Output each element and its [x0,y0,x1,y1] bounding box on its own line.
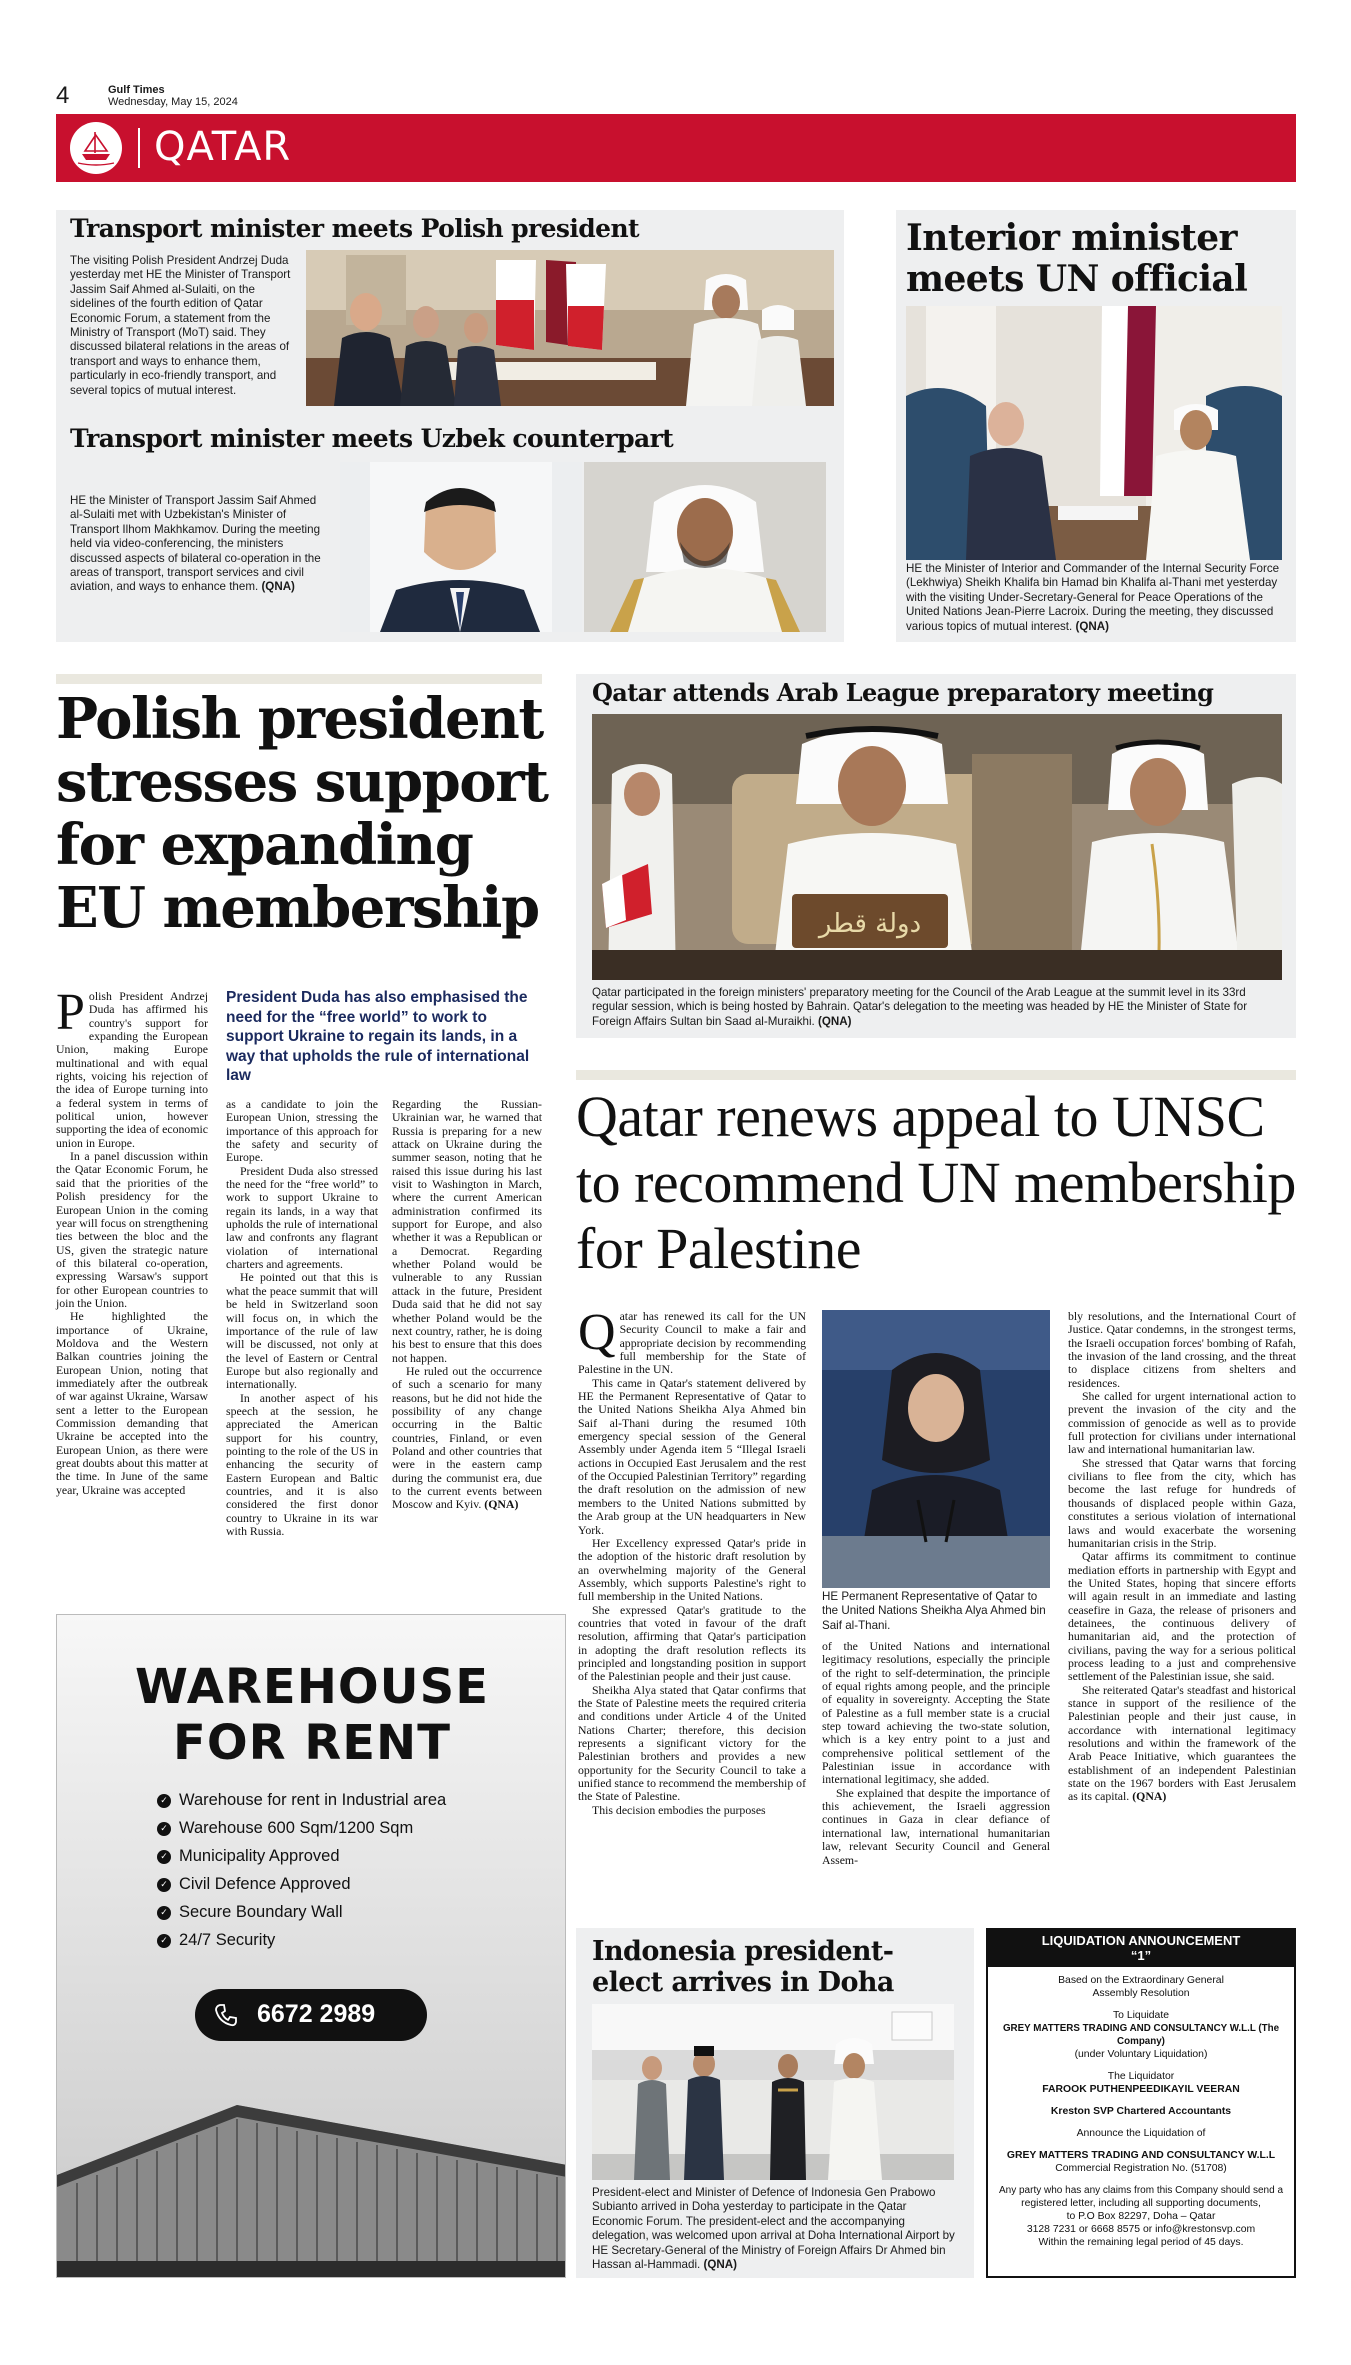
masthead-date: Wednesday, May 15, 2024 [108,96,238,108]
duda-rule [56,674,542,684]
photo-arab-league [592,714,1282,980]
duda-para: He pointed out that this is what the peace summit that will be held in Switzerland soon will focus on, in which the importance of the rule of law will be discussed, not only at the level of Eastern or Central Europe but also regionally and internationally. [226,1270,378,1392]
feature-item [157,1903,446,1922]
check-icon: ✓ [157,1934,171,1948]
phone-icon [213,2002,239,2028]
caption-interior [906,562,1290,634]
caption-sheikha-alya: HE Permanent Representative of Qatar to the United Nations Sheikha Alya Ahmed bin Saif al-Thani. [822,1590,1046,1632]
warehouse-building-image [57,2065,566,2278]
page-number: 4 [56,82,70,109]
warehouse-title-2: FOR RENT [173,1715,451,1771]
unsc-dropcap: Q [578,1304,616,1361]
warehouse-ad [56,1614,566,2278]
headline-unsc: Qatar renews appeal to UNSC to recommend UN membership for Palestine [576,1084,1296,1281]
unsc-para: She explained that despite the importance of this achievement, the Israeli aggression continues in Gaza in clear defiance of international law, international humanitarian law, relevant Security Council and General Assem- [822,1785,1050,1867]
duda-para: He ruled out the occurrence of such a scenario for many reasons, but he did not hide the possibility of any change occurring in the Baltic countries, Finland, or even Poland and other countries that were in the eastern camp during the communist era, due to the current events between Moscow and Kyiv. [392,1363,542,1512]
duda-col-1 [56,984,209,1497]
liquidation-line: The Liquidator [1107,2071,1175,2082]
feature-label: Civil Defence Approved [179,1875,351,1893]
feature-label: Municipality Approved [179,1847,340,1865]
headline-indonesia: Indonesia president-elect arrives in Doha [592,1936,894,1998]
unsc-rule [576,1070,1296,1080]
ship-logo-icon [70,122,122,174]
feature-item [157,1847,446,1866]
unsc-col-1 [578,1304,807,1817]
photo-interior-meeting [906,306,1282,560]
nameplate-text: دولة قطر [818,909,922,939]
liquidation-line: To Liquidate [1112,2010,1170,2021]
liquidation-number: “1” [1130,1948,1152,1963]
feature-item [157,1931,446,1950]
photo-polish-meeting [306,250,834,406]
liquidation-line: (under Voluntary Liquidation) [1074,2049,1208,2060]
duda-para: In another aspect of his speech at the session, he appreciated the American support for his country, pointing to the role of the US in enhancing the security of Eastern European and Baltic countries, and it is also considered the first donor country to Ukraine in its war with Russia. [226,1390,378,1538]
section-bar [56,114,1296,182]
feature-item [157,1791,446,1810]
unsc-para: She called for urgent international action to prevent the invasion of the city and the commission of genocide as well as to provide full protection for civilians under international law and international humanitarian law. [1068,1389,1296,1457]
caption-uzbek-text: HE the Minister of Transport Jassim Saif Ahmed al-Sulaiti met with Uzbekistan's Minister of Transport Ilhom Makhkamov. During the meeting held via video-conferencing, the ministers discussed aspects of bilateral co-operation in the areas of transport, transport services and civil aviation, and ways to enhance them. [70,494,321,594]
check-icon: ✓ [157,1878,171,1892]
unsc-para: bly resolutions, and the International Court of Justice. Qatar condemns, in the strongest terms, the Israeli occupation forces' bombing of Rafah, the invasion of the land crossing, and the threat to displace citizens from shelters and residences. [1068,1309,1296,1390]
unsc-para: She stressed that Qatar warns that forcing civilians to flee from the city, which has become the last refuge for hundreds of thousands of displaced people within Gaza, constitutes a serious violation of international laws and would exacerbate the worsening humanitarian crisis in the Strip. [1068,1455,1296,1550]
duda-para: He highlighted the importance of Ukraine, Moldova and the Western Balkan countries joining the European Union, noting that immediately after the outbreak of war against Ukraine, Warsaw sent a letter to the European Commission demanding that Ukraine be accepted into the European Union, as there were great doubts about this matter at the time. In June of the same year, Ukraine was accepted [56,1309,208,1497]
liquidation-title-bar [988,1930,1294,1967]
duda-para: as a candidate to join the European Union, stressing the importance of this approach for the safety and security of Europe. [226,1097,378,1165]
credit-indonesia: (QNA) [703,2258,737,2272]
check-icon: ✓ [157,1850,171,1864]
caption-arab-league [592,986,1282,1029]
feature-label: 24/7 Security [179,1931,276,1949]
liquidation-line: GREY MATTERS TRADING AND CONSULTANCY W.L.L (The Company) [1002,2023,1280,2047]
duda-para: Regarding the Russian-Ukrainian war, he warned that Russia is preparing for a new attack on Ukraine during the summer season, noting that he raised this issue during his last visit to Washington in March, where the current American administration confirmed its support for Europe, and also whether it was a Republican or a Democrat. Regarding whether Poland would be vulnerable to any Russian attack in the future, President Duda said that he did not say whether Poland would be the next country, rather, he is doing his best to ensure that this does not happen. [392,1097,542,1365]
feature-label: Warehouse for rent in Industrial area [179,1791,447,1809]
headline-duda: Polish president stresses support for expanding EU membership [56,686,548,941]
warehouse-title-1: WAREHOUSE [135,1659,489,1715]
unsc-para: atar has renewed its call for the UN Security Council to make a fair and appropriate decision by recommending full membership for the State of Palestine in the UN. [578,1309,806,1377]
headline-arab-league: Qatar attends Arab League preparatory meeting [592,678,1214,707]
liquidation-line: GREY MATTERS TRADING AND CONSULTANCY W.L.L [1006,2150,1276,2161]
duda-para: In a panel discussion within the Qatar Economic Forum, he said that the priorities of the Polish presidency for the European Union in the coming year will focus on strengthening ties between the bloc and the US, given the strategic nature of this bilateral co-operation, expressing Warsaw's support for other European countries to join the Union. [56,1149,209,1310]
liquidation-notice [986,1928,1296,2278]
unsc-para: Qatar affirms its commitment to continue mediation efforts in partnership with Egypt and the United States, hoping that sincere efforts will again result in an immediate and lasting ceasefire in Gaza, the release of prisoners and detainees, the continuous delivery of humanitarian aid, and the protection of civilians, paving the way for a serious political process leading to a just and comprehensive settlement of the Palestinian issue, she said. [1068,1549,1296,1684]
section-title: QATAR [154,124,292,170]
credit-unsc: (QNA) [1132,1789,1167,1804]
liquidation-line: Announce the Liquidation of [1076,2128,1206,2139]
unsc-col-2 [822,1640,1050,1867]
duda-para: olish President Andrzej Duda has affirmed his country's support for expanding the European Union, making Europe multinational and with equal rights, voicing his rejection of the idea of Europe turning into a federal system in terms of political union, however supporting the idea of economic union in Europe. [56,989,209,1150]
duda-col-3 [392,1098,542,1512]
liquidation-line: registered letter, including all supporting documents, [1021,2198,1261,2209]
section-divider [138,128,140,168]
credit-arab-league: (QNA) [818,1014,852,1028]
liquidation-line: Commercial Registration No. (51708) [1055,2163,1227,2174]
photo-indonesia-arrival [592,2004,954,2180]
caption-indonesia-text: President-elect and Minister of Defence of Indonesia Gen Prabowo Subianto arrived in Doha yesterday to participate in the Qatar Economic Forum. The president-elect and the accompanying delegation, was welcomed upon arrival at Doha International Airport by HE Secretary-General of the Ministry of Foreign Affairs Dr Ahmed bin Hassan al-Hammadi. [592,2186,955,2272]
feature-item [157,1819,446,1838]
liquidation-line: to P.O Box 82297, Doha – Qatar [1066,2211,1216,2222]
check-icon: ✓ [157,1794,171,1808]
photo-sheikha-alya [822,1310,1050,1588]
warehouse-features [157,1791,446,1959]
unsc-para: of the United Nations and international legitimacy resolutions, especially the principle of the right to self-determination, the principle of equal rights among people, and the principle of equality in sovereignty. Accepting the State of Palestine as a full member state is a crucial step toward achieving the two-state solution, which is a key entry point to a just and comprehensive political settlement of the Palestinian issue in accordance with international legitimacy, she added. [822,1639,1050,1787]
check-icon: ✓ [157,1906,171,1920]
check-icon: ✓ [157,1822,171,1836]
caption-indonesia [592,2186,958,2272]
unsc-col-3 [1068,1310,1296,1804]
unsc-para: Sheikha Alya stated that Qatar confirms that the State of Palestine meets the required criteria and conditions under Article 4 of the United Nations Charter; therefore, this decision represents a significant victory for the Palestinian brothers and provides a new opportunity for the Security Council to take a unified stance to recommend the membership of the State of Palestine. [578,1682,807,1804]
feature-label: Secure Boundary Wall [179,1903,343,1921]
liquidation-line: Based on the Extraordinary General [1058,1975,1224,1986]
duda-pull-quote: President Duda has also emphasised the need for the “free world” to work to support Ukraine to regain its lands, in a way that upholds the rule of international law [226,989,530,1084]
liquidation-body [988,1967,1294,2249]
masthead-paper: Gulf Times [108,84,165,96]
headline-polish-visit: Transport minister meets Polish president [70,214,639,243]
credit-uzbek: (QNA) [261,580,295,594]
liquidation-line: 3128 7231 or 6668 8575 or info@krestonsvp.com [1026,2224,1256,2235]
caption-uzbek [70,494,326,595]
photo-qatar-transport-minister [584,462,826,632]
duda-col-2 [226,1098,378,1538]
duda-dropcap: P [56,984,85,1041]
caption-interior-text: HE the Minister of Interior and Commander of the Internal Security Force (Lekhwiya) Sheikh Khalifa bin Hamad bin Khalifa al-Thani met yesterday with the visiting Under-Secretary-General for Peace Operations of the United Nations Jean-Pierre Lacroix. During the meeting, they discussed various topics of mutual interest. [906,562,1280,633]
headline-uzbek: Transport minister meets Uzbek counterpart [70,424,674,453]
warehouse-phone-pill[interactable] [195,1989,427,2041]
unsc-para: She expressed Qatar's gratitude to the countries that voted in favour of the draft resolution, affirming that Qatar's participation in adopting the draft resolution reflects its principled and longstanding position in support of the Palestinian people and their just cause. [578,1602,806,1684]
warehouse-phone: 6672 2989 [257,2000,376,2028]
unsc-para: She reiterated Qatar's steadfast and historical stance in support of the resilience of the Palestinian people and their just cause, in accordance with international legitimacy resolutions and within the framework of the Arab Peace Initiative, which guarantees the establishment of an independent Palestinian state on the 1967 borders with East Jerusalem as its capital. [1068,1682,1296,1804]
duda-para: President Duda also stressed the need for the “free world” to work to support Ukraine to regain its lands, in a way that upholds the rule of international law and confronts any flagrant violation of international charters and agreements. [226,1163,378,1272]
unsc-para: Her Excellency expressed Qatar's pride in the adoption of the historic draft resolution by an overwhelming majority of the General Assembly, which supports Palestine's right to full membership in the United Nations. [578,1535,806,1604]
feature-label: Warehouse 600 Sqm/1200 Sqm [179,1819,414,1837]
photo-uzbek-minister [340,462,582,632]
caption-polish-visit: The visiting Polish President Andrzej Duda yesterday met HE the Minister of Transport Jassim Saif Ahmed al-Sulaiti, on the sidelines of the fourth edition of Qatar Economic Forum, a statement from the Ministry of Transport (MoT) said. They discussed bilateral relations in the areas of transport and ways to enhance them, particularly in eco-friendly transport, and several topics of mutual interest. [70,254,291,397]
liquidation-line: Any party who has any claims from this Company should send a [998,2185,1284,2196]
liquidation-title: LIQUIDATION ANNOUNCEMENT [1041,1933,1241,1948]
credit-interior: (QNA) [1075,619,1109,633]
unsc-para: This decision embodies the purposes [592,1802,766,1817]
caption-arab-league-text: Qatar participated in the foreign ministers' preparatory meeting for the Council of the Arab League at the summit level in its 33rd regular session, which is being hosted by Bahrain. Qatar's delegation to the meeting was headed by HE the Minister of State for Foreign Affairs Sultan bin Saad al-Muraikhi. [592,986,1248,1028]
credit-duda: (QNA) [484,1497,519,1512]
liquidation-line: FAROOK PUTHENPEEDIKAYIL VEERAN [1042,2084,1240,2095]
feature-item [157,1875,446,1894]
liquidation-line: Within the remaining legal period of 45 days. [1038,2237,1244,2248]
liquidation-line: Kreston SVP Chartered Accountants [1050,2106,1232,2117]
unsc-para: This came in Qatar's statement delivered by HE the Permanent Representative of Qatar to the United Nations Sheikha Alya Ahmed bin Saif al-Thani during the resumed 10th emergency special session of the General Assembly under Agenda item 5 “Illegal Israeli actions in Occupied East Jerusalem and the rest of the Occupied Palestinian Territory” regarding the draft resolution on the admission of new members to the United Nations submitted by the Arab group at the UN headquarters in New York. [578,1375,806,1537]
headline-interior: Interior minister meets UN official [906,217,1248,300]
liquidation-line: Assembly Resolution [1092,1988,1190,1999]
